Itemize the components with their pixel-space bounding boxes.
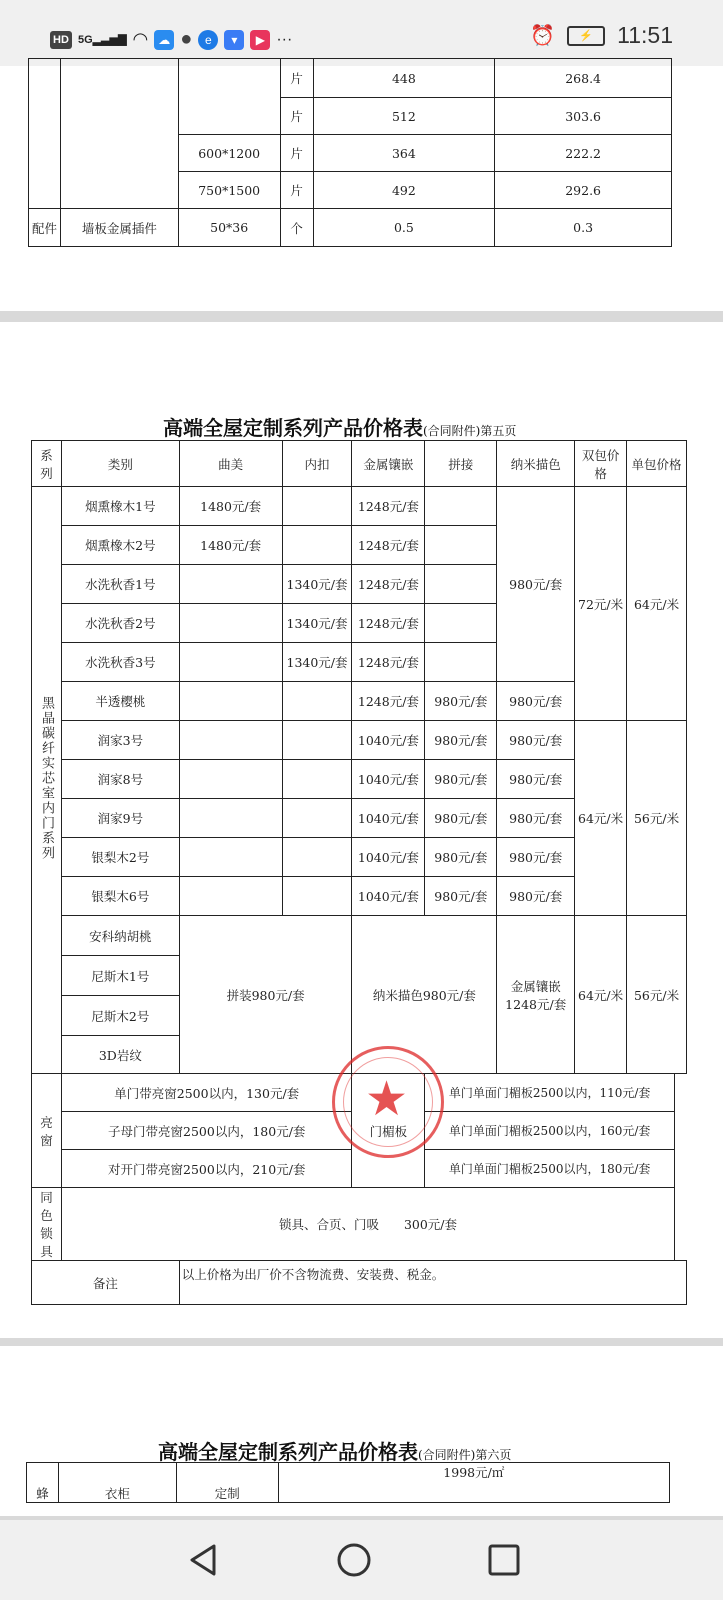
- table-row: 亮窗 单门带亮窗2500以内，130元/套 门楣板 单门单面门楣板2500以内，110元/套: [32, 1074, 687, 1112]
- table-row: 水洗秋香2号 1340元/套 1248元/套: [32, 604, 687, 643]
- network-type: 5G: [78, 34, 93, 46]
- table-row: 对开门带亮窗2500以内，210元/套 单门单面门楣板2500以内，180元/套: [32, 1150, 687, 1188]
- signal-icon: 5G▂▃▅▇: [78, 34, 127, 46]
- cloud-icon: ☁: [154, 30, 174, 50]
- wifi-icon: ◠: [132, 29, 149, 49]
- table-row: 尼斯木2号: [32, 996, 687, 1036]
- table-row: 银梨木2号 1040元/套 980元/套 980元/套: [32, 838, 687, 877]
- price-table-page6: [26, 1462, 670, 1503]
- table-row: 配件 墙板金属插件 50*36 个 0.5 0.3: [29, 209, 672, 247]
- table-row: 水洗秋香3号 1340元/套 1248元/套: [32, 643, 687, 682]
- table-row: 3D岩纹: [32, 1036, 687, 1074]
- table-row: 润家9号 1040元/套 980元/套 980元/套: [32, 799, 687, 838]
- video-icon: ▶: [250, 30, 270, 50]
- company-seal: [332, 1046, 444, 1158]
- table-header: 系列 类别 曲美 内扣 金属镶嵌 拼接 纳米描色 双包价格 单包价格: [32, 441, 687, 487]
- table-row: 烟熏橡木2号 1480元/套 1248元/套: [32, 526, 687, 565]
- price-table-page4: [28, 58, 672, 247]
- table-row: 安科纳胡桃 拼装980元/套 纳米描色980元/套 金属镶嵌 1248元/套 64元/米 56元/米: [32, 916, 687, 956]
- battery-icon: ⚡: [567, 26, 605, 46]
- home-button[interactable]: [334, 1540, 374, 1580]
- clock: 11:51: [617, 22, 673, 48]
- navigation-bar: [0, 1520, 723, 1600]
- document-page-4: [0, 66, 723, 311]
- table-row: 片 512 303.6: [29, 98, 672, 135]
- chat-icon: ●: [180, 28, 193, 50]
- table-row: 同色锁具 锁具、合页、门吸 300元/套: [32, 1188, 687, 1261]
- table-row: 润家3号 1040元/套 980元/套 980元/套 64元/米 56元/米: [32, 721, 687, 760]
- page-title: 高端全屋定制系列产品价格表(合同附件)第五页: [163, 416, 517, 440]
- hd-indicator: HD: [50, 31, 72, 49]
- table-row: 半透樱桃 1248元/套 980元/套 980元/套: [32, 682, 687, 721]
- recents-button[interactable]: [484, 1540, 524, 1580]
- table-row: 银梨木6号 1040元/套 980元/套 980元/套: [32, 877, 687, 916]
- more-notifications: ···: [276, 30, 293, 48]
- table-row: 黑晶碳纤实芯室内门系列 烟熏橡木1号 1480元/套 1248元/套 980元/套 72元/米 64元/米: [32, 487, 687, 526]
- document-page-5: [0, 322, 723, 1338]
- table-row: 蜂 衣柜 定制 1998元/㎡: [27, 1463, 670, 1503]
- table-row: 子母门带亮窗2500以内，180元/套 单门单面门楣板2500以内，160元/套: [32, 1112, 687, 1150]
- table-row: 润家8号 1040元/套 980元/套 980元/套: [32, 760, 687, 799]
- seal-star-icon: ★: [365, 1071, 409, 1127]
- table-row: 750*1500 片 492 292.6: [29, 172, 672, 209]
- shop-icon: ▾: [224, 30, 244, 50]
- back-button[interactable]: [184, 1540, 224, 1580]
- document-page-6: [0, 1346, 723, 1516]
- browser-icon: e: [198, 30, 218, 50]
- page-title-6: 高端全屋定制系列产品价格表(合同附件)第六页: [158, 1440, 512, 1464]
- table-row: 水洗秋香1号 1340元/套 1248元/套: [32, 565, 687, 604]
- table-row: 600*1200 片 364 222.2: [29, 135, 672, 172]
- alarm-icon: ⏰: [530, 25, 556, 47]
- table-row: 尼斯木1号: [32, 956, 687, 996]
- table-row: 片 448 268.4: [29, 59, 672, 98]
- price-table-page5: [31, 440, 687, 1305]
- table-row: 备注 以上价格为出厂价不含物流费、安装费、税金。: [32, 1261, 687, 1305]
